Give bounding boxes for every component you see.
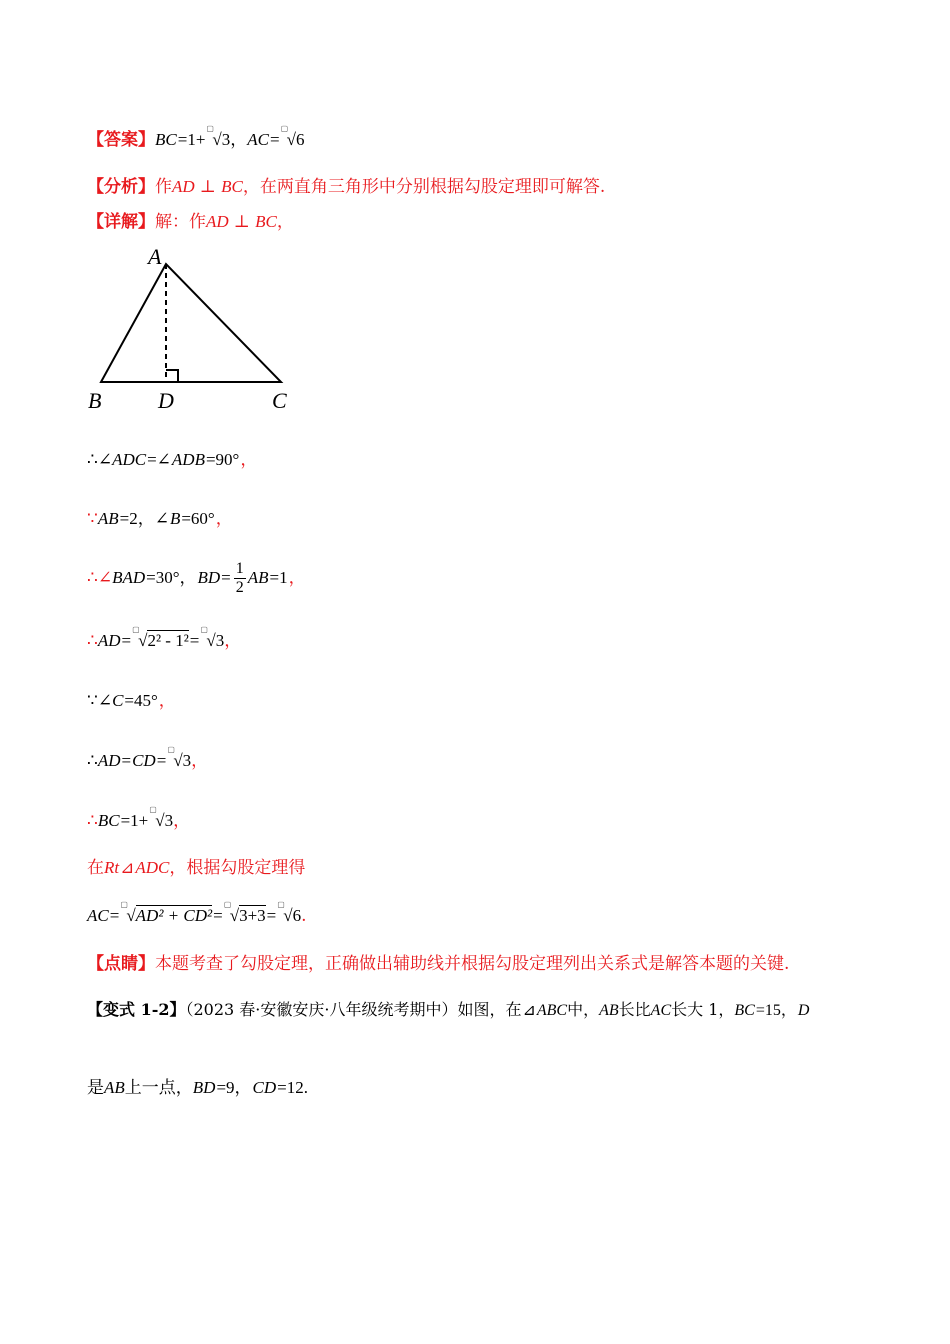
label-b: B xyxy=(88,388,102,413)
triangle-figure xyxy=(82,240,302,420)
label-c: C xyxy=(272,388,287,413)
right-angle-mark xyxy=(166,370,178,382)
detail-line: 【详解】解：作AD ⊥ BC， xyxy=(87,212,294,232)
analysis-line: 【分析】作AD ⊥ BC，在两直角三角形中分别根据勾股定理即可解答. xyxy=(87,177,606,197)
answer-line: 【答案】BC=1+ ▢ √3，AC= ▢ √6 xyxy=(87,124,305,150)
step-4: ∴AD= ▢ √2² - 1²= ▢ √3， xyxy=(87,625,242,651)
step-6: ∴AD=CD= ▢ √3， xyxy=(87,745,209,771)
step-1: ∴∠ADC=∠ADB=90°， xyxy=(87,450,258,470)
triangle-abc xyxy=(101,264,281,382)
step-5: ∵∠C=45°， xyxy=(87,691,176,711)
label-d: D xyxy=(158,388,174,413)
step-7: ∴BC=1+ ▢ √3， xyxy=(87,805,191,831)
answer-tag: 【答案】 xyxy=(87,130,155,150)
comment-line: 【点睛】本题考查了勾股定理，正确做出辅助线并根据勾股定理列出关系式是解答本题的关键. xyxy=(87,954,790,974)
step-2: ∵AB=2，∠B=60°， xyxy=(87,509,233,529)
step-8: 在Rt⊿ADC，根据勾股定理得 xyxy=(87,858,306,878)
label-a: A xyxy=(148,244,162,269)
step-9: AC= ▢ √AD² + CD²= ▢ √3+3= ▢ √6. xyxy=(87,900,307,926)
variant-line-2: 是AB上一点，BD=9，CD=12. xyxy=(87,1078,309,1098)
fraction-half: $\frac{1}{2}$ xyxy=(235,560,244,596)
variant-line-1: 【变式 1-2】（2023 春·安徽安庆·八年级统考期中）如图，在⊿ABC中，AB长比AC长大 1，BC=15，D xyxy=(87,1000,810,1019)
step-3: ∴∠BAD=30°，BD= $\frac{1}{2}$ AB=1， xyxy=(87,560,306,596)
